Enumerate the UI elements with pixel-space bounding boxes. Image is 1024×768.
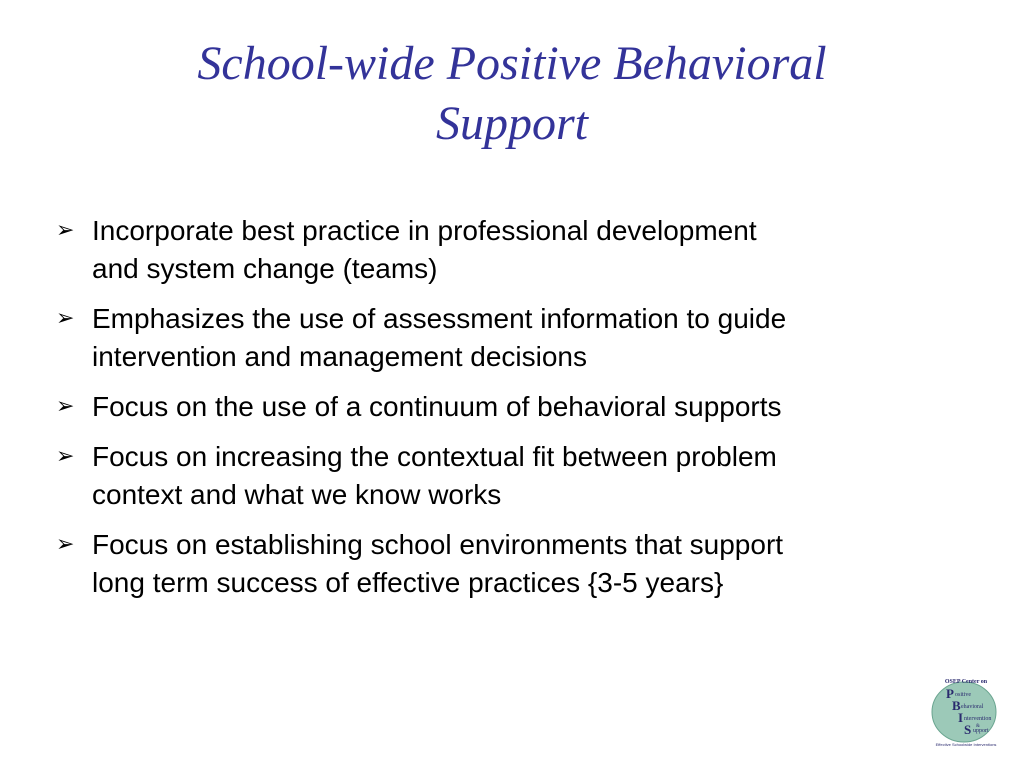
bullet-text-line: intervention and management decisions (92, 341, 587, 372)
logo-letter-i: I (958, 710, 964, 725)
arrow-bullet-icon: ➢ (56, 394, 75, 419)
bullet-text-line: context and what we know works (92, 479, 502, 510)
logo-top-text: OSEP Center on (944, 679, 988, 685)
arrow-bullet-icon: ➢ (56, 218, 75, 243)
bullet-text-line: Incorporate best practice in professional development (92, 215, 757, 246)
logo-word-support: upport (973, 728, 989, 734)
bullet-text-line: Focus on increasing the contextual fit between problem (92, 441, 777, 472)
title-line-2: Support (435, 97, 588, 150)
bullet-text-line: Focus on establishing school environments that support (92, 529, 784, 560)
title-line-1: School-wide Positive Behavioral (197, 37, 827, 90)
bullet-text-line: Emphasizes the use of assessment information to guide (92, 303, 787, 334)
logo-letter-b: B (952, 698, 961, 713)
bullet-text-line: long term success of effective practices {3-5 years} (92, 567, 724, 598)
bullet-item (52, 300, 972, 376)
logo-ampersand: & (976, 724, 980, 729)
arrow-bullet-icon: ➢ (56, 444, 75, 469)
bullet-list (52, 212, 972, 614)
logo-letter-p: P (946, 686, 954, 701)
bullet-text-line: Focus on the use of a continuum of behavioral supports (92, 391, 782, 422)
logo-word-intervention: ntervention (964, 716, 992, 722)
bullet-text-line: and system change (teams) (92, 253, 438, 284)
logo-letter-s: S (964, 722, 972, 737)
logo-word-positive: ositive (955, 692, 971, 698)
slide-title (60, 34, 964, 154)
bullet-item (52, 388, 972, 426)
arrow-bullet-icon: ➢ (56, 532, 75, 557)
bullet-item (52, 212, 972, 288)
pbis-logo (924, 676, 1008, 748)
bullet-item (52, 438, 972, 514)
bullet-item (52, 526, 972, 602)
arrow-bullet-icon: ➢ (56, 306, 75, 331)
logo-bottom-text: Effective Schoolwide Interventions (935, 742, 997, 747)
logo-word-behavioral: ehavioral (961, 704, 984, 710)
